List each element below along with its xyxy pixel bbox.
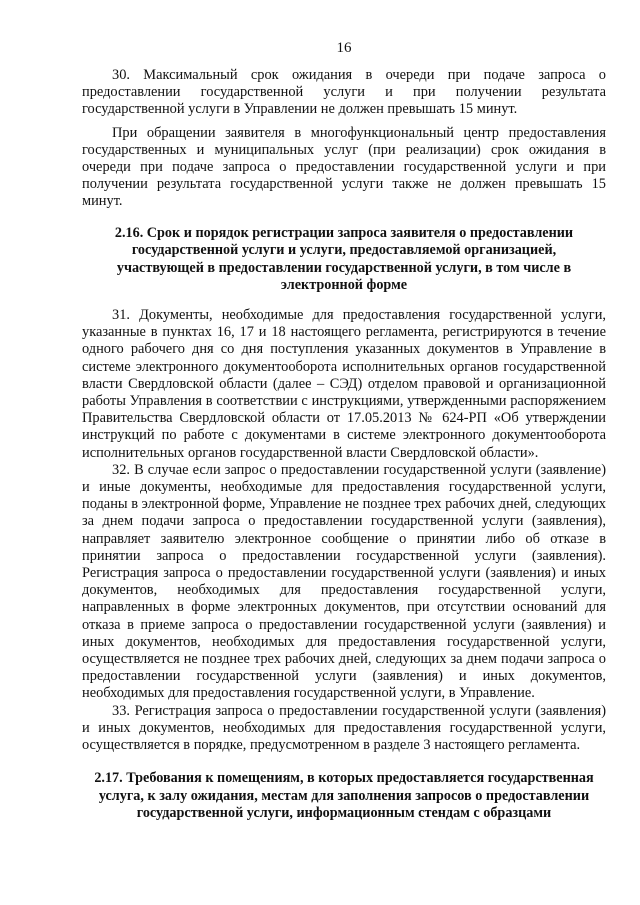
paragraph-32: 32. В случае если запрос о предоставлении государственной услуги (заявление) и иные документы, необходимые для предоставления государственной услуги, поданы в электронной форме, Управление не позднее трех рабочих дней, следующих за днем подачи запроса о предоставлении государственной услуги (заявления), направляет заявителю электронное сообщение о принятии либо об отказе в принятии запроса о предоставлении государственной услуги (заявления). Регистрация запроса о предоставлении государственной услуги (заявления) и иных документов, необходимых для предоставления государственной услуги, направленных в форме электронных документов, при отсутствии оснований для отказа в приеме запроса о предоставлении государственной услуги (заявления) и иных документов, необходимых для предоставления государственной услуги, осуществляется не позднее трех рабочих дней, следующих за днем подачи запроса о предоставлении государственной услуги (заявления) и иных документов, необходимых для предоставления государственной услуги, в Управление. <box>82 461 606 702</box>
paragraph-30-mfc: При обращении заявителя в многофункциональный центр предоставления государственных и муниципальных услуг (при реализации) срок ожидания в очереди при подаче запроса о предоставлении государственной услуги и при получении результата государственной услуги также не должен превышать 15 минут. <box>82 124 606 210</box>
paragraph-30: 30. Максимальный срок ожидания в очереди при подаче запроса о предоставлении государственной услуги и при получении результата государственной услуги в Управлении не должен превышать 15 минут. <box>82 67 606 118</box>
paragraph-31: 31. Документы, необходимые для предоставления государственной услуги, указанные в пунктах 16, 17 и 18 настоящего регламента, регистрируются в течение одного рабочего дня со дня поступления указанных документов в Управление в системе электронного документооборота исполнительных органов государственной власти Свердловской области (далее – СЭД) отделом правовой и организационной работы Управления в соответствии с инструкциями, утвержденными распоряжением Правительства Свердловской области от 17.05.2013 № 624-РП «Об утверждении инструкций по работе с документами в системе электронного документооборота исполнительных органов государственной власти Свердловской области». <box>82 307 606 461</box>
page-number: 16 <box>336 40 352 56</box>
paragraph-33: 33. Регистрация запроса о предоставлении государственной услуги (заявления) и иных документов, необходимых для предоставления государственной услуги, осуществляется в порядке, предусмотренном в разделе 3 настоящего регламента. <box>82 702 606 754</box>
section-heading-2-16: 2.16. Срок и порядок регистрации запроса заявителя о предоставлении государственной услуги и услуги, предоставляемой организацией, участвующей в предоставлении государственной услуги, в том числе в электронной форме <box>114 224 574 294</box>
section-heading-2-17: 2.17. Требования к помещениям, в которых предоставляется государственная услуга, к залу ожидания, местам для заполнения запросов о предоставлении государственной услуги, информационным стендам с образцами <box>94 770 594 822</box>
